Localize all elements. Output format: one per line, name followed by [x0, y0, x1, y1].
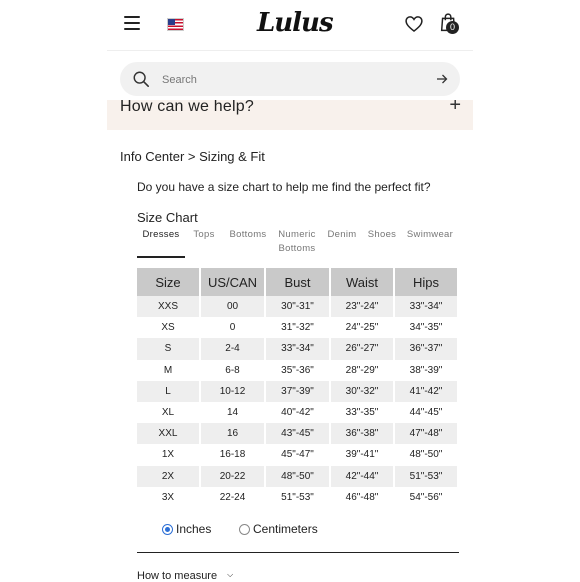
table-row: [137, 444, 457, 465]
how-to-measure-toggle[interactable]: [137, 570, 233, 582]
table-header-row: [137, 268, 457, 296]
column-header-waist: Waist: [331, 268, 393, 296]
section-divider: [137, 552, 459, 553]
arrow-right-icon[interactable]: [436, 73, 448, 85]
tab-tops[interactable]: Tops: [193, 229, 215, 240]
table-cell: 6-8: [225, 364, 240, 376]
column-header-bust: Bust: [266, 268, 329, 296]
help-title: How can we help?: [120, 100, 254, 115]
table-cell: 36"-38": [331, 423, 393, 444]
table-cell: 42"-44": [331, 466, 393, 487]
table-cell: 1X: [161, 449, 175, 461]
table-cell: 47"-48": [395, 423, 457, 444]
size-chart-tabs: [137, 228, 467, 258]
table-cell: 39"-41": [345, 449, 379, 461]
table-cell: 16-18: [219, 449, 246, 461]
inches-option[interactable]: [162, 522, 211, 536]
table-row: [137, 360, 457, 381]
centimeters-option[interactable]: [239, 522, 318, 536]
table-cell: 0: [229, 322, 236, 334]
table-cell: XS: [161, 322, 175, 334]
column-header-size: Size: [137, 268, 199, 296]
table-cell: 14: [226, 407, 239, 419]
table-cell: 24"-25": [345, 322, 379, 334]
table-cell: 40"-42": [281, 407, 314, 419]
search-icon: [132, 70, 150, 88]
table-row: [137, 296, 457, 317]
search-bar[interactable]: [120, 62, 460, 96]
size-chart-title: Size Chart: [137, 210, 198, 225]
centimeters-label: Centimeters: [253, 522, 318, 536]
table-cell: 30"-31": [266, 296, 329, 317]
tab-denim[interactable]: Denim: [327, 229, 357, 240]
site-header: [107, 0, 473, 51]
tab-shoes[interactable]: Shoes: [367, 229, 397, 240]
table-cell: 20-22: [201, 466, 264, 487]
table-cell: 33"-34": [266, 338, 329, 359]
table-cell: 37"-39": [266, 381, 329, 402]
table-row: [137, 423, 457, 444]
chevron-down-icon: ⌵: [227, 570, 234, 579]
table-cell: 41"-42": [395, 381, 457, 402]
heart-icon[interactable]: [404, 14, 424, 34]
inches-label: Inches: [176, 522, 212, 536]
table-cell: XXS: [137, 296, 199, 317]
table-cell: 35"-36": [281, 364, 314, 376]
table-cell: 33"-35": [345, 407, 379, 419]
table-cell: 3X: [161, 491, 175, 503]
table-cell: XL: [161, 407, 175, 419]
table-row: [137, 381, 457, 402]
table-cell: S: [137, 338, 199, 359]
plus-icon[interactable]: +: [449, 100, 461, 116]
table-cell: 33"-34": [395, 296, 457, 317]
table-cell: 44"-45": [409, 407, 443, 419]
table-cell: 51"-53": [395, 466, 457, 487]
table-cell: 45"-47": [281, 449, 314, 461]
table-row: [137, 487, 457, 508]
table-cell: 10-12: [201, 381, 264, 402]
search-input[interactable]: [160, 69, 424, 91]
table-cell: 38"-39": [409, 364, 443, 376]
how-to-measure-label: How to measure: [137, 570, 218, 582]
table-cell: 51"-53": [281, 491, 314, 503]
table-cell: 46"-48": [345, 491, 379, 503]
site-logo[interactable]: Lulus: [257, 8, 333, 38]
table-cell: 36"-37": [395, 338, 457, 359]
table-cell: 30"-32": [331, 381, 393, 402]
unit-toggle: [162, 522, 362, 540]
column-header-us-can: US/CAN: [201, 268, 264, 296]
tab-numeric-bottoms[interactable]: Numeric Bottoms: [278, 229, 316, 254]
page-frame: [107, 0, 473, 580]
table-row: [137, 402, 457, 423]
table-row: [137, 466, 457, 487]
tab-swimwear[interactable]: Swimwear: [406, 229, 454, 240]
active-tab-indicator: [137, 256, 185, 258]
table-row: [137, 338, 457, 359]
inches-radio[interactable]: [162, 524, 173, 535]
table-cell: XXL: [137, 423, 199, 444]
table-cell: 54"-56": [409, 491, 443, 503]
size-chart-table: [135, 268, 459, 508]
table-cell: M: [163, 364, 173, 376]
table-cell: 48"-50": [409, 449, 443, 461]
table-cell: 2X: [137, 466, 199, 487]
size-chart-body: [137, 296, 457, 508]
table-cell: 22-24: [219, 491, 246, 503]
hamburger-menu-icon[interactable]: [124, 16, 140, 30]
us-flag-icon[interactable]: [167, 18, 184, 31]
breadcrumb: Info Center > Sizing & Fit: [120, 149, 265, 164]
column-header-hips: Hips: [395, 268, 457, 296]
table-cell: 00: [201, 296, 264, 317]
centimeters-radio[interactable]: [239, 524, 250, 535]
table-cell: 16: [201, 423, 264, 444]
table-cell: L: [137, 381, 199, 402]
table-cell: 31"-32": [281, 322, 314, 334]
table-cell: 34"-35": [409, 322, 443, 334]
tab-bottoms[interactable]: Bottoms: [229, 229, 267, 240]
help-banner[interactable]: [107, 100, 473, 130]
table-cell: 2-4: [201, 338, 264, 359]
cart-count-badge: 0: [446, 21, 459, 34]
table-cell: 43"-45": [266, 423, 329, 444]
table-cell: 26"-27": [331, 338, 393, 359]
table-cell: 48"-50": [266, 466, 329, 487]
table-cell: 28"-29": [345, 364, 379, 376]
faq-question: Do you have a size chart to help me find the perfect fit?: [137, 180, 431, 194]
table-cell: 23"-24": [331, 296, 393, 317]
table-row: [137, 317, 457, 338]
tab-dresses[interactable]: Dresses: [142, 229, 180, 240]
